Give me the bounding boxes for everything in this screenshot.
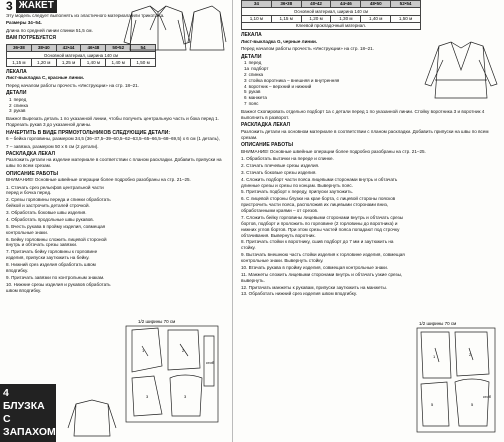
interfacing-row-label: Клеевой прокладочный материал.: [242, 23, 421, 30]
step-item: 3. Обработать боковые швы изделия.: [6, 210, 87, 216]
step-item: 4. Обработать продольные швы рукавов.: [6, 216, 94, 222]
list-item: 3 стойка воротника – внешняя и внутренняя: [244, 77, 340, 83]
draw-item: 6 – бейка горловины, размером 34,5 (36–37,5–39–60,5–62–63,5–65–66,5–68–69,5) х 6 см (1 деталь),: [6, 136, 220, 142]
banner-line-1: 4 БЛУЗКА: [3, 387, 45, 413]
description-heading: ОПИСАНИЕ РАБОТЫ: [241, 142, 294, 149]
size-header: 48•50: [361, 1, 391, 8]
svg-text:5: 5: [471, 402, 474, 407]
list-item: 1 перед: [244, 60, 262, 66]
fabric-amount: 1,15 м: [271, 15, 301, 22]
banner-line-2: С ЗАПАХОМ: [3, 413, 56, 439]
size-header: 36•38: [271, 1, 301, 8]
attention-note: ВНИМАНИЕ! Основные швейные операции более подробно разобраны на стр. 21–25.: [241, 148, 426, 154]
size-header: 40•42: [301, 1, 331, 8]
important-note: Важно! Вырезать деталь 1 по указанной линии, чтобы получить центральную часть и бока перед 1. Подрезать рукав 3 до указанной длины.: [6, 116, 219, 128]
fabric-amount: 1,30 м: [331, 15, 361, 22]
svg-text:2: 2: [182, 348, 185, 353]
fabric-row-label: Основной материал, ширина 140 см: [7, 52, 156, 59]
size-header: 52•54: [391, 1, 421, 8]
fabric-amount: 1,40 м: [106, 59, 131, 66]
step-item: 12. Притачать манжеты к рукавам, припуски заутюжить на манжеты.: [241, 284, 388, 290]
size-header: 44•46: [331, 1, 361, 8]
jacket-title: ЖАКЕТ: [16, 0, 57, 13]
step-item: 9. Притачать завязки по контрольным знакам.: [6, 274, 105, 280]
attention-note: ВНИМАНИЕ! Основные швейные операции более подробно разобраны на стр. 21–25.: [6, 177, 191, 183]
step-item: 10. Втачать рукава в пройму изделия, совмещая контрольные знаки.: [241, 264, 389, 270]
fabric-amount: 1,20 м: [31, 59, 56, 66]
pattern-sheet: Лист-выкладка G, черные линии.: [241, 38, 318, 44]
svg-text:5: 5: [431, 402, 434, 407]
fabric-amount: 1,15 м: [7, 59, 32, 66]
pattern-heading: ЛЕКАЛА: [241, 32, 262, 39]
svg-text:3: 3: [146, 394, 149, 399]
need-heading: ВАМ ПОТРЕБУЕТСЯ: [6, 35, 56, 42]
steps-list: [241, 156, 409, 297]
svg-text:1: 1: [142, 348, 145, 353]
layout-heading: РАСКЛАДКА ЛЕКАЛ: [6, 150, 56, 157]
details-heading: ДЕТАЛИ: [6, 90, 27, 97]
step-item: 6. Бейку горловины сложить лицевой стороной внутрь и обтачать срезы завязки.: [6, 236, 107, 248]
jacket-sizes: Размеры 34–54.: [6, 20, 42, 26]
blouse-banner: [0, 384, 56, 442]
step-item: 2. Стачать плечевые срезы изделия.: [241, 162, 320, 168]
svg-text:1: 1: [433, 354, 436, 359]
pattern-heading: ЛЕКАЛА: [6, 68, 27, 75]
svg-text:3: 3: [184, 394, 187, 399]
list-item: 1 перед: [9, 96, 27, 102]
step-item: 13. Обработать нижний срез изделия швом вподгибку.: [241, 291, 357, 297]
list-item: 5 рукав: [244, 89, 261, 95]
step-item: 5. Вчесть рукава в пройму изделия, совмещая контрольные знаки.: [6, 223, 106, 235]
list-item: 2 спинка: [244, 71, 264, 77]
important-note: Важно! Скопировать отдельно подборт 1а с детали перед 1 по указанной линии. Стойку воротника 3 и воротник 4 выполнить в разворот.: [241, 109, 485, 120]
blouse-sketch: [421, 40, 499, 104]
step-item: 7. Сложить бейку горловины лицевыми сторонами внутрь и обтачать срезы бортов, подборт и проложить по горловине (2 горловины до воротника) и нижних углов бортов. При этом срезы частей пояса попадают под строчку обтачивания. Вывернуть воротник.: [241, 214, 404, 238]
fabric-amount: 1,10 м: [242, 15, 272, 22]
list-item: 1а подборт: [244, 65, 269, 71]
step-item: 10. Нижние срезы изделия и рукавов обработать швом вподгибку.: [6, 281, 111, 293]
step-item: 4. Сложить подборт части пояса лицевыми сторонами внутрь и обтачать длинные срезы и срезы по концам. Вывернуть пояс.: [241, 176, 398, 188]
fabric-amount: 1,25 м: [56, 59, 81, 66]
step-item: 9. Вытачать внешнюю часть стойки изделия к горловине изделия, совмещая контрольные знаки. Вывернуть стойку.: [241, 252, 405, 264]
size-header: 54: [131, 44, 156, 51]
fabric-amount: 1,20 м: [301, 15, 331, 22]
pattern-note: Перед началом работы прочесть «Инструкции» на стр. 18–21.: [6, 82, 139, 88]
step-item: 11. Манжеты сложить лицевыми сторонами внутрь и обтачать узкие срезы, вывернуть.: [241, 271, 403, 283]
size-header: 38•40: [31, 44, 56, 51]
jacket-number: 3: [6, 0, 13, 13]
fig-width-label: 1/2 ширины 70 см: [138, 319, 176, 324]
fabric-row-label: Основной материал, ширина 140 см: [242, 8, 421, 15]
step-item: 3. Стачать боковые срезы изделия.: [241, 169, 317, 175]
pattern-note: Перед началом работы прочесть «Инструкции» на стр. 18–21.: [241, 46, 374, 52]
step-item: 8. Притачать стойки к воротнику, сшив подборт до 7 мм и заутюжить на стойку.: [241, 239, 394, 251]
list-item: 4 воротник – верхний и нижний: [244, 83, 312, 89]
size-header: 46•48: [81, 44, 106, 51]
size-header: 42•44: [56, 44, 81, 51]
jacket-intro: Эту модель следует выполнять из эластичного материала или трикотажа.: [6, 13, 165, 18]
draw-heading: НАЧЕРТИТЬ В ВИДЕ ПРЯМОУГОЛЬНИКОВ СЛЕДУЮЩИЕ ДЕТАЛИ:: [6, 129, 171, 136]
jacket-sketch: [120, 2, 228, 60]
fig-width-label: 1/2 ширины 70 см: [419, 321, 457, 326]
draw-item: 7 – завязка, размером 50 х 6 см (2 детали).: [6, 143, 99, 149]
fabric-amount: 1,50 м: [391, 15, 421, 22]
description-heading: ОПИСАНИЕ РАБОТЫ: [6, 170, 59, 177]
fabric-amount: 1,50 м: [131, 59, 156, 66]
back-view-sketch: [66, 398, 118, 438]
list-item: 2 спинка: [9, 102, 29, 108]
details-heading: ДЕТАЛИ: [241, 53, 262, 60]
pattern-sheet: Лист-выкладка С, красные линии.: [6, 75, 85, 81]
list-item: 7 пояс: [244, 101, 259, 107]
details-list: [9, 97, 226, 115]
svg-text:2: 2: [469, 352, 472, 357]
jacket-length: Длина по средней линии спинки 51,5 см.: [6, 27, 93, 33]
fabric-amount: 1,40 м: [361, 15, 391, 22]
left-column: [0, 0, 232, 442]
step-item: 6. С лицевой стороны блузки на крае борта, с лицевой стороны поясков пристрочить части пояса, расположив их лицевыми сторонами вниз, обработанными краями – от срезов.: [241, 196, 396, 214]
size-header: 34: [242, 1, 272, 8]
size-header: 50•52: [106, 44, 131, 51]
step-item: 1. Стачать срез рельефов центральной части перед и бочка перед.: [6, 184, 104, 196]
fabric-amount: 1,40 м: [81, 59, 106, 66]
list-item: 6 манжета: [244, 95, 267, 101]
step-item: 5. Притачать подборт к переду, припуски заутюжить.: [241, 189, 354, 195]
step-item: 1. Обработать вытачки на переде и спинке.: [241, 156, 334, 162]
list-item: 3 рукав: [9, 108, 26, 114]
size-header: 36•38: [7, 44, 32, 51]
layout-diagram: [118, 316, 226, 426]
right-column: [232, 0, 504, 442]
steps-list: [6, 185, 114, 294]
layout-note: Разложить детали на изделие материале в соответствии с планом раскладки. Добавить припуски на швы по всем срезам.: [6, 157, 222, 169]
layout-heading: РАСКЛАДКА ЛЕКАЛ: [241, 122, 291, 129]
step-item: 8. Нижний срез изделия обработать швом вподгибку.: [6, 262, 96, 273]
blouse-size-table: [241, 0, 421, 30]
fig-fold-label: сгиб: [206, 360, 214, 365]
layout-note: Разложить детали на основном материале в соответствии с планом раскладки. Добавить припуски на швы по всем срезам.: [241, 128, 489, 140]
step-item: 2. Срезы горловины переда и спинки обработать бейкой и застрочить деталей строчкой.: [6, 197, 111, 209]
step-item: 7. Притачать бейку горловины к горловине изделия, припуски заутюжить на бейку.: [6, 249, 98, 261]
fig-fold-label: сгиб: [483, 394, 491, 399]
blouse-layout-diagram: [413, 318, 499, 436]
